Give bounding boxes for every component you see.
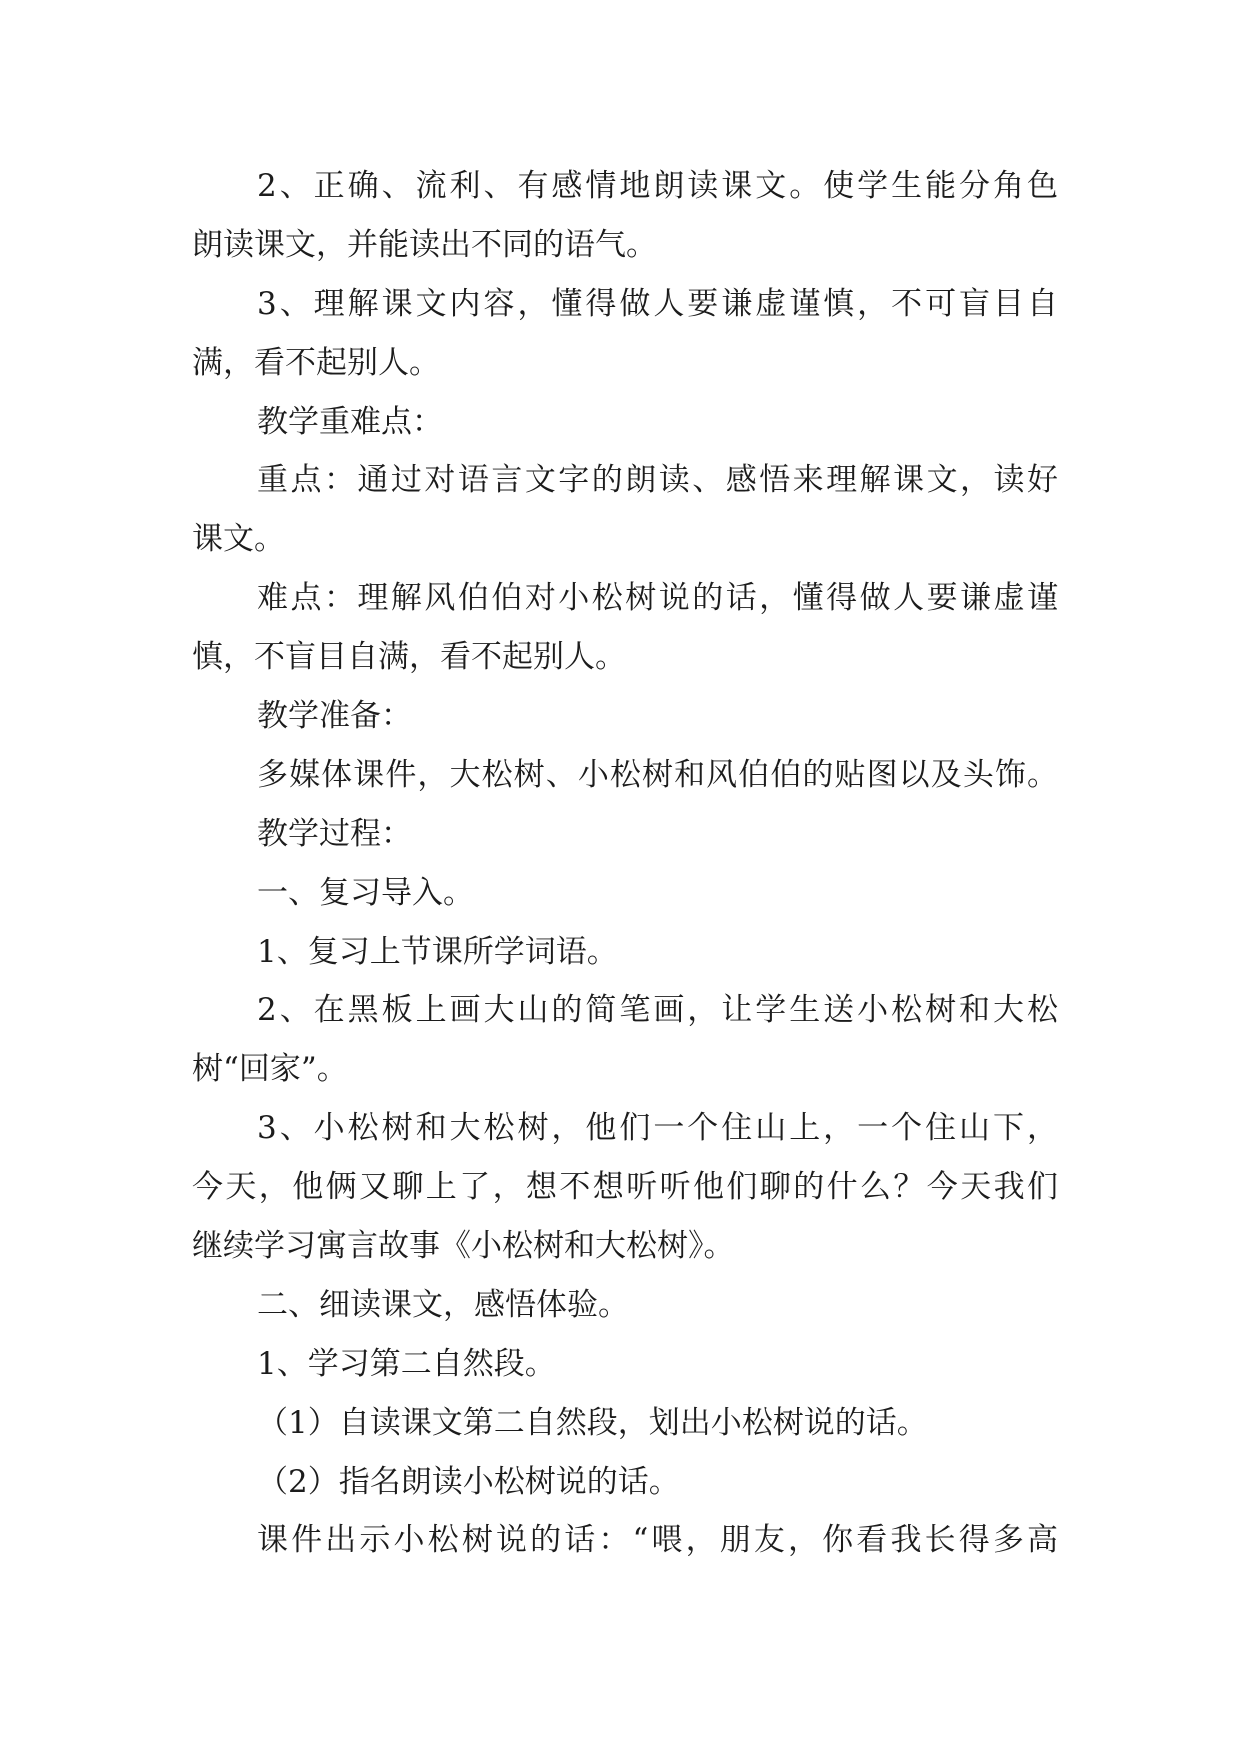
paragraph [192, 1335, 1058, 1394]
text-line: 慎，不盲目自满，看不起别人。 [192, 639, 626, 676]
text-line: 1、复习上节课所学词语。 [257, 933, 618, 970]
text-line: 教学准备： [257, 698, 412, 735]
text-line: 朗读课文，并能读出不同的语气。 [192, 226, 657, 263]
paragraph [192, 157, 1061, 275]
paragraph [192, 923, 1058, 982]
text-line: 重点：通过对语言文字的朗读、感悟来理解课文，读好 [257, 462, 1061, 499]
text-line: 3、小松树和大松树，他们一个住山上，一个住山下， [257, 1110, 1061, 1147]
text-line: 二、细读课文，感悟体验。 [257, 1286, 629, 1323]
text-line: （2）指名朗读小松树说的话。 [257, 1463, 680, 1500]
paragraph [192, 1276, 1058, 1335]
paragraph [192, 1453, 1058, 1512]
text-line: 教学过程： [257, 815, 412, 852]
text-line: 树“回家”。 [192, 1051, 348, 1088]
paragraph [192, 393, 1058, 452]
text-line: 继续学习寓言故事《小松树和大松树》。 [192, 1228, 735, 1265]
paragraph [192, 1511, 1062, 1570]
text-line: 教学重难点： [257, 403, 443, 440]
text-line: 2、正确、流利、有感情地朗读课文。使学生能分角色 [257, 168, 1061, 204]
paragraph [192, 864, 1058, 923]
paragraph [192, 805, 1058, 864]
text-line: 多媒体课件，大松树、小松树和风伯伯的贴图以及头饰。 [257, 756, 1060, 793]
text-line: 满，看不起别人。 [192, 344, 440, 381]
paragraph [192, 1394, 1058, 1453]
document-body [192, 157, 1062, 1570]
text-line: 难点：理解风伯伯对小松树说的话，懂得做人要谦虚谨 [257, 580, 1061, 617]
text-line: 今天，他俩又聊上了，想不想听听他们聊的什么？今天我们 [192, 1169, 1061, 1206]
paragraph [192, 275, 1061, 393]
paragraph [192, 746, 1058, 805]
text-line: 一、复习导入。 [257, 874, 474, 911]
text-line: 课文。 [192, 521, 285, 558]
paragraph [192, 451, 1061, 569]
paragraph [192, 569, 1061, 687]
text-line: 2、在黑板上画大山的简笔画，让学生送小松树和大松 [257, 992, 1061, 1029]
paragraph [192, 981, 1061, 1099]
text-line: 1、学习第二自然段。 [257, 1345, 556, 1382]
paragraph [192, 687, 1058, 746]
text-line: 课件出示小松树说的话：“喂，朋友，你看我长得多高 [257, 1522, 1062, 1559]
paragraph [192, 1099, 1061, 1276]
text-line: 3、理解课文内容，懂得做人要谦虚谨慎，不可盲目自 [257, 285, 1061, 322]
text-line: （1）自读课文第二自然段，划出小松树说的话。 [257, 1404, 928, 1441]
